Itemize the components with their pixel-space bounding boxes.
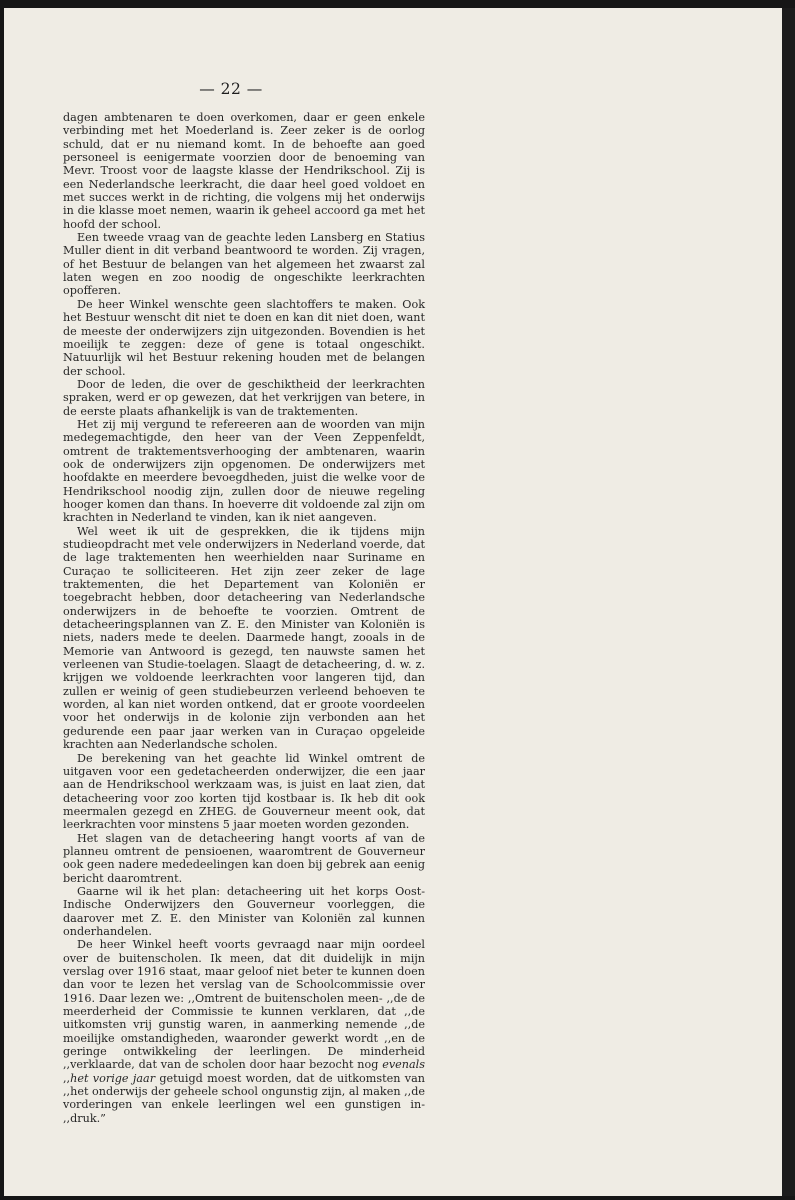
- body-text: [63, 111, 425, 1125]
- paragraph: De berekening van het geachte lid Winkel omtrent de uitgaven voor een gedetacheerden onderwijzer, die een jaar aan de Hendrikschool werkzaam was, is juist en laat zien, dat detacheering voor zoo korten tijd kostbaar is. Ik heb dit ook meermalen gezegd en ZHEG. de Gouverneur meent ook, dat leerkrachten voor minstens 5 jaar moeten worden gezonden.: [63, 751, 425, 832]
- paragraph-last: [63, 938, 425, 1125]
- paragraph: Door de leden, die over de geschiktheid der leerkrachten spraken, werd er op gewezen, dat het verkrijgen van betere, in de eerste plaats afhankelijk is van de traktementen.: [63, 377, 425, 418]
- italic-phrase: het vorige jaar: [70, 1071, 156, 1085]
- page-number: — 22 —: [199, 80, 263, 98]
- paragraph: Gaarne wil ik het plan: detacheering uit het korps Oost-Indische Onderwijzers den Gouverneur voorleggen, die daarover met Z. E. den Minister van Koloniën zal kunnen onderhandelen.: [63, 884, 425, 938]
- paragraph: dagen ambtenaren te doen overkomen, daar er geen enkele verbinding met het Moederland is. Zeer zeker is de oorlog schuld, dat er nu niemand komt. In de behoefte aan goed personeel is eenigermate voorzien door de benoeming van Mevr. Troost voor de laagste klasse der Hendrikschool. Zij is een Nederlandsche leerkracht, die daar heel goed voldoet en met succes werkt in de richting, die volgens mij het onderwijs in die klasse moet nemen, waarin ik geheel accoord ga met het hoofd der school.: [63, 111, 425, 231]
- paragraph-text: De heer Winkel heeft voorts gevraagd naar mijn oordeel over de buitenscholen. Ik meen, dat dit duidelijk in mijn verslag over 1916 staat, maar geloof niet beter te kunnen doen dan voor te lezen het verslag van de Schoolcommissie over 1916. Daar lezen we: ,,Omtrent de buitenscholen meen- ,,de de meerderheid der Commissie te kunnen verklaren, dat ,,de uitkomsten vrij gunstig waren, in aanmerking nemende ,,de moeilijke omstandigheden, waaronder gewerkt wordt ,,en de geringe ontwikkeling der leerlingen. De minderheid ,,verklaarde, dat van de scholen door haar bezocht nog: [63, 938, 425, 1072]
- paragraph: Een tweede vraag van de geachte leden Lansberg en Statius Muller dient in dit verband beantwoord te worden. Zij vragen, of het Bestuur de belangen van het algemeen het zwaarst zal laten wegen en zoo noodig de ongeschikte leerkrachten opofferen.: [63, 231, 425, 298]
- paragraph-text-end: getuigd moest worden, dat de uitkomsten van ,,het onderwijs der geheele school ongunstig zijn, al maken ,,de vorderingen van enkele leerlingen wel een gunstigen in- ,,druk.”: [63, 1071, 425, 1125]
- quote-marker: ,,: [63, 1071, 71, 1085]
- paragraph: Het zij mij vergund te refereeren aan de woorden van mijn medegemachtigde, den heer van der Veen Zeppenfeldt, omtrent de traktementsverhooging der ambtenaren, waarin ook de onderwijzers zijn opgenomen. De onderwijzers met hoofdakte en meerdere bevoegdheden, juist die welke voor de Hendrikschool noodig zijn, zullen door de nieuwe regeling hooger komen dan thans. In hoeverre dit voldoende zal zijn om krachten in Nederland te vinden, kan ik niet aangeven.: [63, 417, 425, 525]
- paragraph: De heer Winkel wenschte geen slachtoffers te maken. Ook het Bestuur wenscht dit niet te doen en kan dit niet doen, want de meeste der onderwijzers zijn uitgezonden. Bovendien is het moeilijk te zeggen: deze of gene is totaal ongeschikt. Natuurlijk wil het Bestuur rekening houden met de belangen der school.: [63, 297, 425, 378]
- italic-phrase: evenals: [382, 1058, 425, 1072]
- document-page: [4, 8, 782, 1196]
- paragraph: Wel weet ik uit de gesprekken, die ik tijdens mijn studieopdracht met vele onderwijzers in Nederland voerde, dat de lage traktementen hen weerhielden naar Suriname en Curaçao te solliciteeren. Het zijn zeer zeker de lage traktementen, die het Departement van Koloniën er toegebracht hebben, door detacheering van Nederlandsche onderwijzers in de behoefte te voorzien. Omtrent de detacheeringsplannen van Z. E. den Minister van Koloniën is niets, naders mede te deelen. Daarmede hangt, zooals in de Memorie van Antwoord is gezegd, ten nauwste samen het verleenen van Studie-toelagen. Slaagt de detacheering, d. w. z. krijgen we voldoende leerkrachten voor langeren tijd, dan zullen er weinig of geen studiebeurzen verleend behoeven te worden, al kan niet worden ontkend, dat er groote voordeelen voor het onderwijs in de kolonie zijn verbonden aan het gedurende een paar jaar werken van in Curaçao opgeleide krachten aan Nederlandsche scholen.: [63, 524, 425, 752]
- sheet-edge: [782, 8, 795, 1196]
- paragraph: Het slagen van de detacheering hangt voorts af van de planneu omtrent de pensioenen, waaromtrent de Gouverneur ook geen nadere mededeelingen kan doen bij gebrek aan eenig bericht daaromtrent.: [63, 831, 425, 885]
